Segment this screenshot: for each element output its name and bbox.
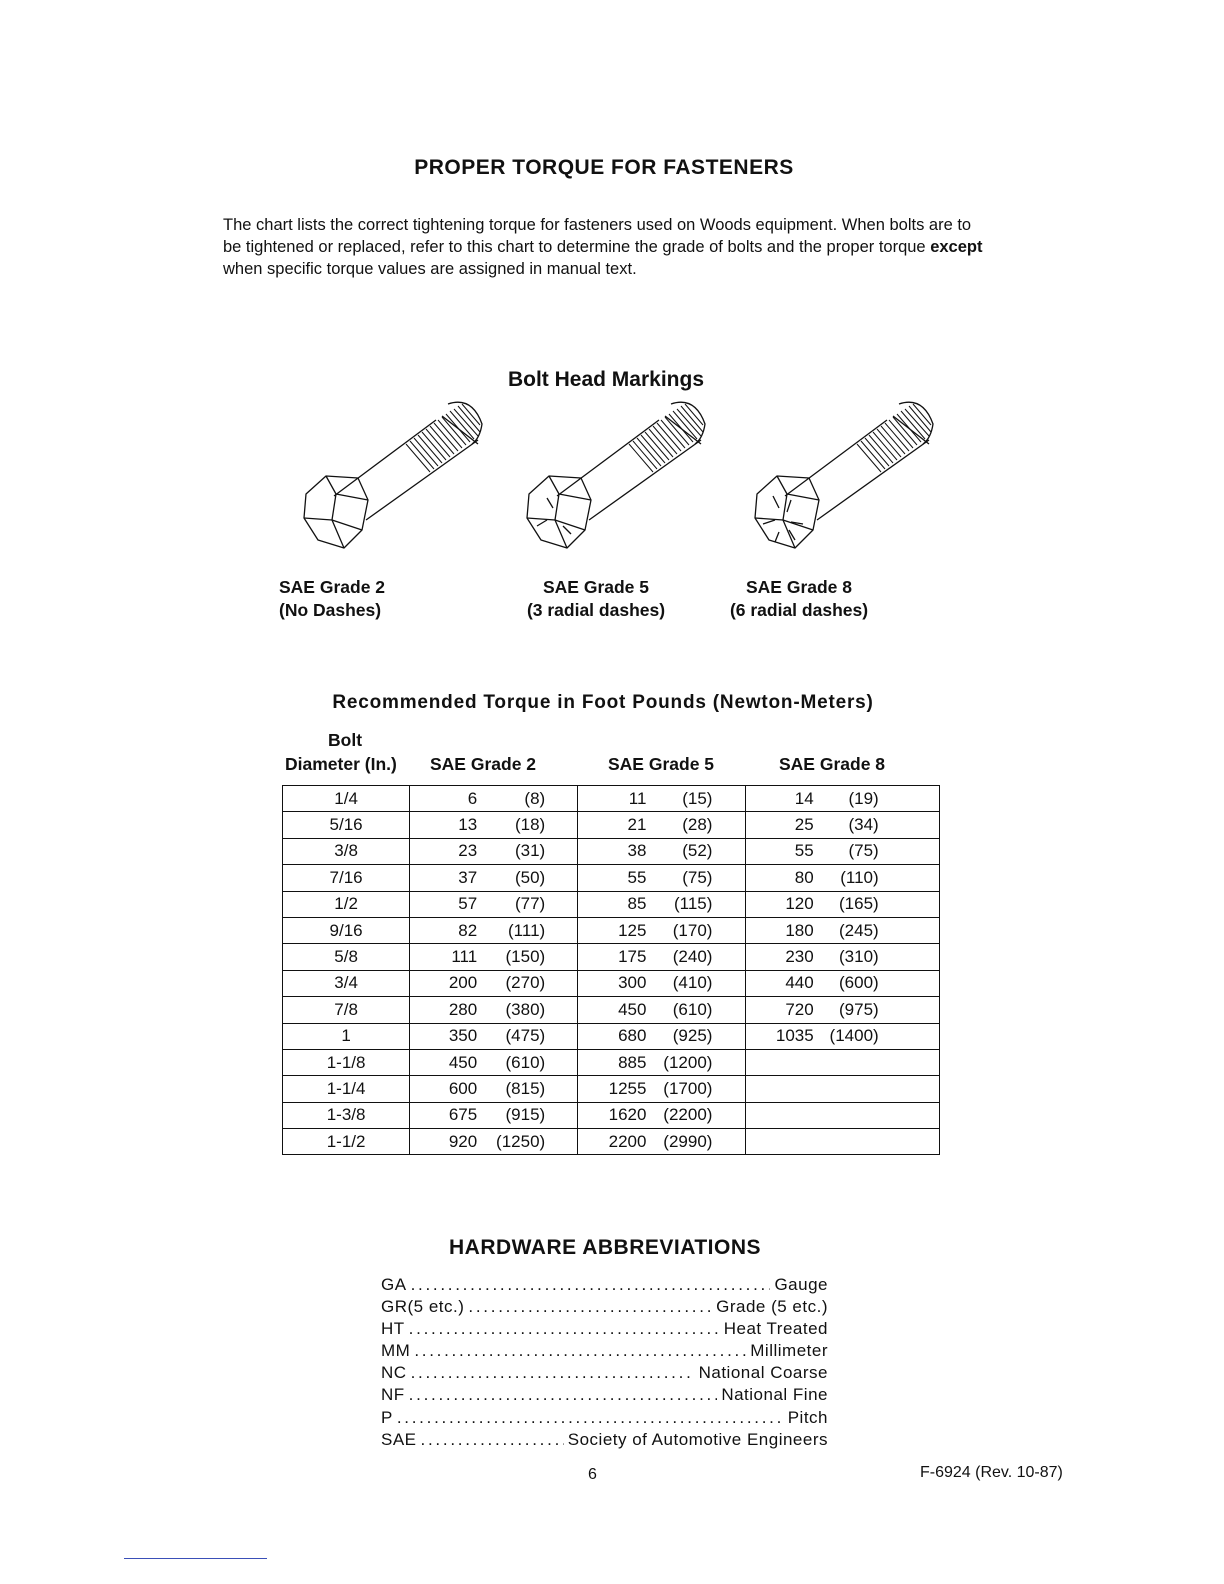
torque-nm: (975) [839,999,879,1019]
torque-ftlb: 200 [448,973,478,993]
torque-nm: (915) [505,1105,546,1125]
intro-emphasis: except [930,238,983,256]
cell-g5 [578,838,745,864]
torque-nm: (610) [505,1052,546,1072]
torque-ftlb: 85 [627,894,647,914]
abbreviations-title: HARDWARE ABBREVIATIONS [448,1236,761,1259]
torque-ftlb: 6 [467,788,478,808]
torque-ftlb: 2200 [608,1131,647,1151]
torque-nm: (77) [514,894,546,914]
table-row [283,838,940,864]
torque-nm: (50) [514,867,546,887]
torque-ftlb: 1255 [608,1078,647,1098]
table-row [283,1102,940,1128]
abbr-meaning: Pitch [787,1407,828,1427]
grade-8-label [724,576,874,622]
cell-g2 [410,944,578,970]
list-item [381,1384,828,1406]
torque-nm: (150) [505,947,546,967]
torque-ftlb: 720 [785,999,814,1019]
bolt-6-dashes-icon [747,398,937,550]
torque-ftlb: 55 [627,867,647,887]
footer-rule [124,1558,267,1559]
cell-g8 [745,865,939,891]
grade-8-desc: (6 radial dashes) [729,600,869,620]
cell-diameter: 1/2 [283,891,410,917]
torque-nm: (170) [672,920,713,940]
torque-ftlb: 13 [458,815,478,835]
cell-g2 [410,1076,578,1102]
list-item [381,1340,828,1362]
abbr-term: HT [381,1319,405,1339]
cell-diameter: 1 [283,1023,410,1049]
cell-g5 [578,944,745,970]
torque-ftlb: 55 [794,841,814,861]
cell-g8 [745,1102,939,1128]
header-diameter: Diameter (In.) [285,754,397,774]
bolt-no-dashes-icon [296,398,486,550]
cell-diameter: 1-1/2 [283,1129,410,1155]
table-row [283,786,940,812]
header-grade-5: SAE Grade 5 [608,754,715,774]
torque-nm: (165) [839,894,879,914]
torque-nm: (1250) [496,1131,546,1151]
list-item [381,1318,828,1340]
torque-nm: (1700) [663,1078,713,1098]
torque-nm: (28) [682,815,713,835]
cell-g2 [410,891,578,917]
table-row [283,944,940,970]
cell-g2 [410,1129,578,1155]
torque-nm: (270) [505,973,546,993]
torque-nm: (110) [840,867,879,887]
abbr-meaning: Grade (5 etc.) [716,1297,828,1317]
torque-nm: (75) [682,867,713,887]
dot-leader [409,1384,718,1406]
torque-ftlb: 280 [448,999,478,1019]
list-item [381,1274,828,1296]
grade-5-name: SAE Grade 5 [542,577,650,597]
dot-leader [468,1296,712,1318]
table-row [283,1023,940,1049]
header-bolt: Bolt [328,730,363,750]
torque-ftlb: 920 [448,1131,478,1151]
torque-nm: (8) [524,788,546,808]
header-grade-8: SAE Grade 8 [779,754,886,774]
cell-g5 [578,997,745,1023]
cell-g5 [578,865,745,891]
torque-ftlb: 675 [448,1105,478,1125]
torque-nm: (31) [514,841,546,861]
torque-ftlb: 230 [785,947,814,967]
dot-leader [397,1407,784,1429]
cell-g5 [578,1076,745,1102]
torque-nm: (19) [848,788,879,808]
cell-g2 [410,1102,578,1128]
cell-diameter: 3/4 [283,970,410,996]
torque-ftlb: 600 [448,1078,478,1098]
table-row [283,891,940,917]
torque-nm: (610) [672,999,713,1019]
abbr-meaning: Gauge [774,1275,828,1294]
torque-nm: (34) [848,815,879,835]
cell-g8 [745,838,939,864]
cell-g5 [578,812,745,838]
abbr-term: MM [381,1341,411,1361]
torque-ftlb: 82 [458,920,478,940]
cell-diameter: 5/16 [283,812,410,838]
torque-ftlb: 80 [794,867,814,887]
torque-ftlb: 180 [785,920,814,940]
torque-nm: (2990) [663,1131,713,1151]
intro-paragraph [223,214,993,280]
torque-nm: (2200) [663,1105,713,1125]
torque-ftlb: 38 [627,841,647,861]
cell-diameter: 1-1/4 [283,1076,410,1102]
cell-g5 [578,917,745,943]
abbr-meaning: Millimeter [750,1341,828,1361]
table-row [283,812,940,838]
cell-g8 [745,891,939,917]
torque-ftlb: 37 [458,867,478,887]
torque-nm: (815) [505,1078,546,1098]
grade-5-desc: (3 radial dashes) [526,600,666,620]
table-row [283,970,940,996]
abbr-term: P [381,1407,393,1427]
cell-g5 [578,786,745,812]
grade-2-name: SAE Grade 2 [279,577,386,597]
cell-g2 [410,1049,578,1075]
cell-g2 [410,1023,578,1049]
cell-g8 [745,970,939,996]
header-grade-2: SAE Grade 2 [430,754,537,774]
dot-leader [421,1429,564,1451]
cell-g8 [745,1076,939,1102]
cell-g2 [410,997,578,1023]
list-item [381,1407,828,1429]
cell-g5 [578,1023,745,1049]
torque-ftlb: 450 [448,1052,478,1072]
torque-ftlb: 350 [448,1026,478,1046]
cell-diameter: 7/16 [283,865,410,891]
torque-ftlb: 57 [458,894,478,914]
table-row [283,917,940,943]
abbr-term: SAE [381,1429,417,1449]
torque-ftlb: 11 [628,788,647,808]
cell-g8 [745,1023,939,1049]
grade-2-desc: (No Dashes) [279,600,382,620]
torque-nm: (240) [672,947,713,967]
page-number: 6 [588,1466,597,1483]
cell-g5 [578,1102,745,1128]
cell-g5 [578,891,745,917]
cell-diameter: 7/8 [283,997,410,1023]
torque-table-title: Recommended Torque in Foot Pounds (Newton-Meters) [332,692,874,713]
cell-g5 [578,1129,745,1155]
table-row [283,1076,940,1102]
cell-diameter: 9/16 [283,917,410,943]
torque-nm: (111) [508,920,546,940]
abbr-meaning: Heat Treated [723,1319,828,1339]
torque-ftlb: 1035 [775,1026,814,1046]
torque-ftlb: 1620 [608,1105,647,1125]
cell-g8 [745,917,939,943]
torque-nm: (15) [682,788,713,808]
dot-leader [411,1362,695,1384]
bolt-3-dashes-icon [519,398,709,550]
torque-ftlb: 14 [794,788,814,808]
list-item [381,1362,828,1384]
abbr-term: GR(5 etc.) [381,1297,465,1317]
abbr-term: GA [381,1275,407,1294]
abbr-meaning: National Fine [721,1385,828,1405]
torque-ftlb: 175 [618,947,647,967]
torque-ftlb: 111 [451,947,478,967]
abbr-meaning: National Coarse [698,1363,828,1383]
torque-nm: (380) [505,999,546,1019]
cell-g5 [578,970,745,996]
intro-text-after: when specific torque values are assigned in manual text. [223,260,637,278]
torque-nm: (18) [514,815,546,835]
cell-diameter: 1-1/8 [283,1049,410,1075]
cell-g8 [745,1129,939,1155]
torque-ftlb: 25 [794,815,814,835]
torque-ftlb: 885 [618,1052,647,1072]
torque-nm: (475) [505,1026,546,1046]
cell-g8 [745,1049,939,1075]
torque-nm: (310) [839,947,879,967]
table-row [283,865,940,891]
abbr-meaning: Society of Automotive Engineers [567,1429,828,1449]
table-row [283,1049,940,1075]
form-number: F-6924 (Rev. 10-87) [920,1464,1063,1481]
dot-leader [411,1274,771,1296]
list-item [381,1296,828,1318]
dot-leader [409,1318,720,1340]
cell-g5 [578,1049,745,1075]
torque-ftlb: 680 [618,1026,647,1046]
bolt-head-markings-title: Bolt Head Markings [507,368,705,391]
torque-nm: (925) [672,1026,713,1046]
cell-diameter: 1-3/8 [283,1102,410,1128]
cell-g2 [410,917,578,943]
torque-ftlb: 21 [627,815,647,835]
torque-nm: (600) [839,973,879,993]
intro-text-before: The chart lists the correct tightening torque for fasteners used on Woods equipment. When bolts are to be tightened or replaced, refer to this chart to determine the grade of bolts and the proper torque [223,216,972,256]
page-title: PROPER TORQUE FOR FASTENERS [414,156,794,179]
abbreviations-list [381,1274,828,1451]
torque-nm: (75) [848,841,879,861]
cell-g2 [410,970,578,996]
table-row [283,997,940,1023]
cell-g8 [745,786,939,812]
dot-leader [414,1340,746,1362]
torque-nm: (115) [674,894,713,914]
grade-8-name: SAE Grade 8 [745,577,853,597]
list-item [381,1429,828,1451]
torque-nm: (1200) [663,1052,713,1072]
cell-diameter: 5/8 [283,944,410,970]
torque-nm: (410) [672,973,713,993]
torque-nm: (1400) [829,1026,879,1046]
abbr-term: NC [381,1363,407,1383]
cell-g2 [410,812,578,838]
cell-g2 [410,865,578,891]
grade-2-label [279,576,385,622]
torque-ftlb: 125 [618,920,647,940]
grade-5-label [511,576,681,622]
torque-ftlb: 23 [458,841,478,861]
cell-g8 [745,944,939,970]
cell-g8 [745,997,939,1023]
cell-g2 [410,838,578,864]
torque-ftlb: 450 [618,999,647,1019]
torque-ftlb: 440 [785,973,814,993]
cell-g2 [410,786,578,812]
torque-ftlb: 300 [618,973,647,993]
table-row [283,1129,940,1155]
abbr-term: NF [381,1385,405,1405]
cell-diameter: 1/4 [283,786,410,812]
torque-nm: (245) [839,920,879,940]
torque-nm: (52) [682,841,713,861]
torque-table [282,785,940,1155]
cell-diameter: 3/8 [283,838,410,864]
torque-ftlb: 120 [785,894,814,914]
cell-g8 [745,812,939,838]
